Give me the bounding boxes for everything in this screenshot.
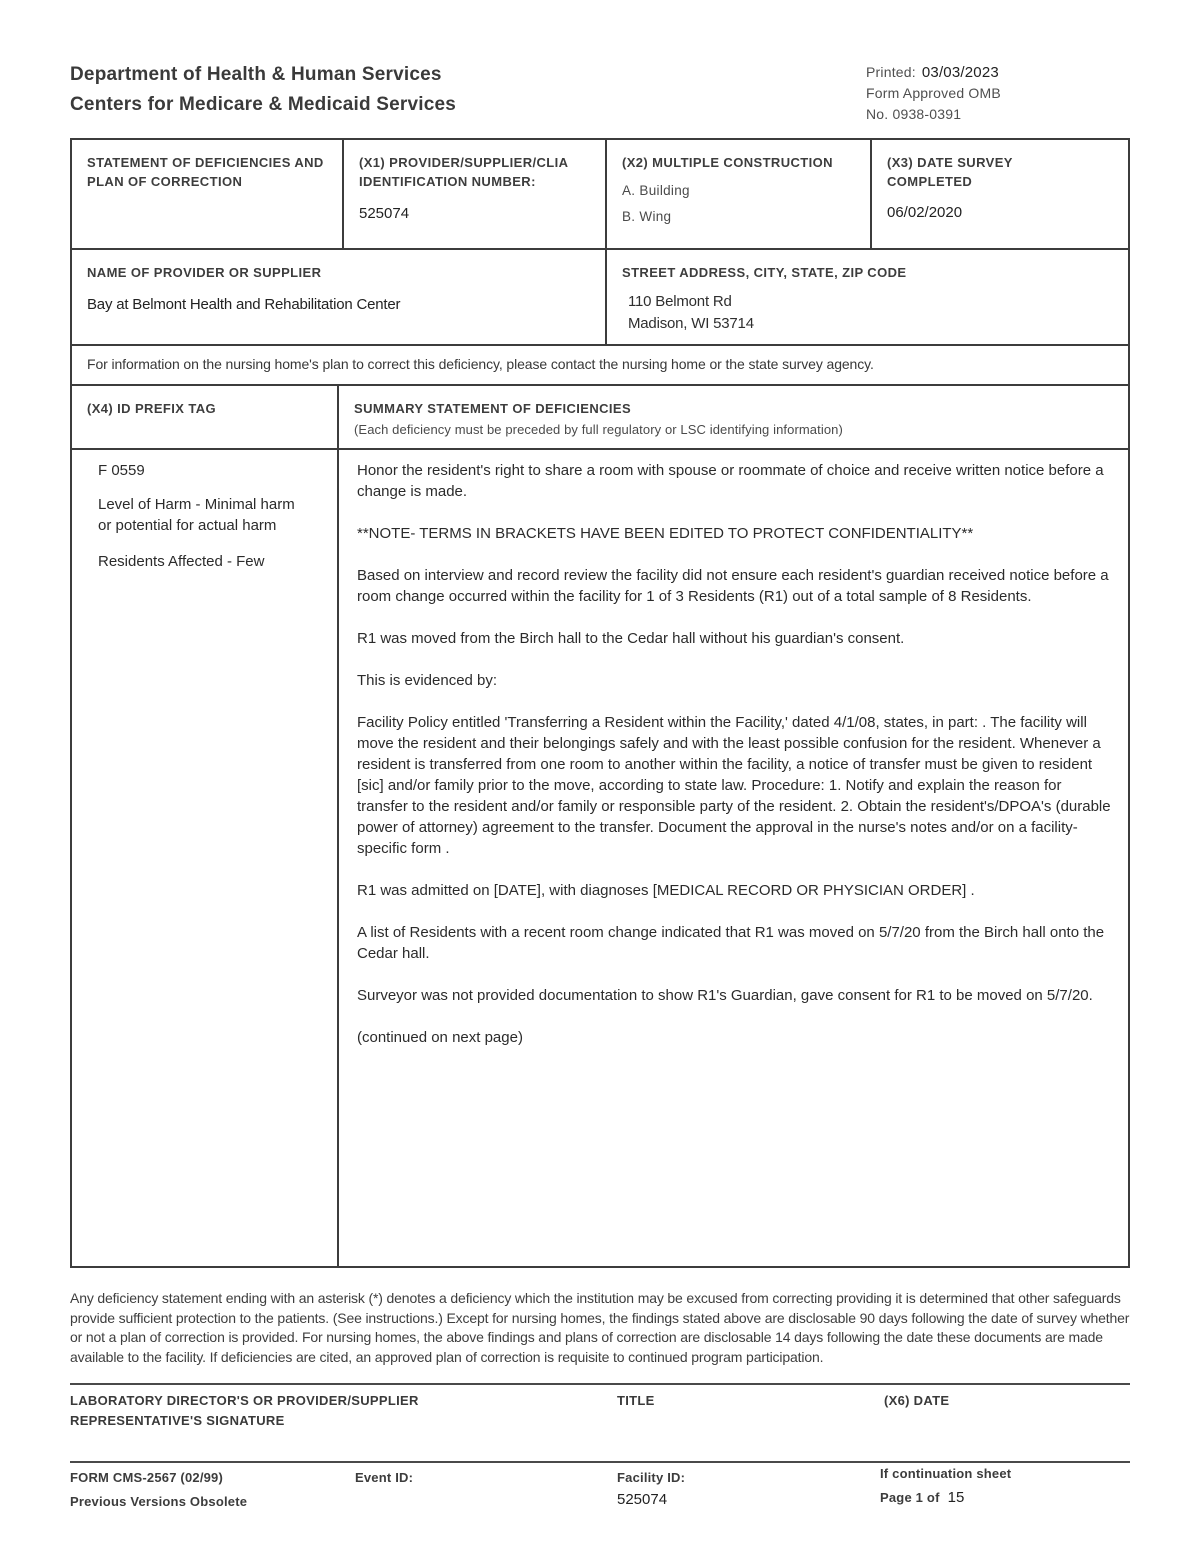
deficiency-paragraph: Honor the resident's right to share a room with spouse or roommate of choice and receive written notice before a change is made. [357, 462, 1104, 500]
omb-number: No. 0938-0391 [866, 106, 962, 122]
street-address: 110 Belmont Rd [628, 293, 732, 310]
event-id-label: Event ID: [355, 1470, 414, 1485]
provider-cell [72, 250, 607, 344]
column-header-row [72, 386, 1128, 450]
continued-note: (continued on next page) [357, 1029, 523, 1046]
continuation-note: If continuation sheet [880, 1466, 1012, 1481]
deficiency-paragraph: Facility Policy entitled 'Transferring a Resident within the Facility,' dated 4/1/08, states, in part: . The facility will move the resident and their belongings safely and with the least possible confusion for the resident. Whenever a resident is transferred from one room to another within the facility, a notice of transfer must be given to resident [sic] and/or family prior to the move, according to state law. Procedure: 1. Notify and explain the reason for transfer to the resident and/or family or responsible party of the resident. 2. Obtain the resident's/DPOA's (durable power of attorney) agreement to the transfer. Document the approval in the nurse's notes and/or on a facility-specific form . [357, 714, 1111, 857]
facility-id-label: Facility ID: [617, 1470, 686, 1485]
form-table [70, 138, 1130, 1268]
signature-bottom-rule [70, 1461, 1130, 1463]
info-note: For information on the nursing home's plan to correct this deficiency, please contact the nursing home or the state survey agency. [87, 356, 874, 372]
summary-header-cell [339, 386, 1128, 448]
city-state-zip: Madison, WI 53714 [628, 315, 754, 332]
provider-id-value: 525074 [359, 205, 410, 222]
form-approved-label: Form Approved OMB [866, 85, 1001, 101]
deficiency-paragraph: This is evidenced by: [357, 672, 498, 689]
deficiency-paragraph: Surveyor was not provided documentation to show R1's Guardian, gave consent for R1 to be moved on 5/7/20. [357, 987, 1093, 1004]
statement-label: STATEMENT OF DEFICIENCIES AND PLAN OF CORRECTION [87, 155, 324, 189]
survey-date-value: 06/02/2020 [887, 204, 963, 221]
x1-cell [344, 140, 607, 248]
x2-label: (X2) MULTIPLE CONSTRUCTION [622, 155, 833, 170]
x6-date-label: (X6) DATE [884, 1393, 950, 1408]
deficiency-paragraph: **NOTE- TERMS IN BRACKETS HAVE BEEN EDITED TO PROTECT CONFIDENTIALITY** [357, 525, 974, 542]
department-title: Department of Health & Human Services [70, 64, 442, 85]
page-indicator [880, 1488, 964, 1508]
page-label: Page 1 of [880, 1490, 940, 1505]
table-header-row [72, 140, 1128, 250]
harm-level: Level of Harm - Minimal harm or potential for actual harm [98, 496, 295, 534]
deficiency-statement-cell [339, 450, 1128, 1266]
deficiency-paragraph: R1 was moved from the Birch hall to the Cedar hall without his guardian's consent. [357, 630, 905, 647]
signature-label: LABORATORY DIRECTOR'S OR PROVIDER/SUPPLIER REPRESENTATIVE'S SIGNATURE [70, 1393, 419, 1428]
deficiency-tag: F 0559 [98, 462, 145, 479]
summary-subnote: (Each deficiency must be preceded by full regulatory or LSC identifying information) [354, 422, 843, 437]
x3-cell [872, 140, 1128, 248]
info-row [72, 346, 1128, 386]
agency-header [70, 60, 456, 120]
provider-label: NAME OF PROVIDER OR SUPPLIER [87, 265, 322, 280]
signature-top-rule [70, 1383, 1130, 1385]
facility-id-value: 525074 [617, 1491, 668, 1508]
provider-name-value: Bay at Belmont Health and Rehabilitation Center [87, 296, 401, 313]
printed-date: 03/03/2023 [921, 64, 999, 81]
address-cell [607, 250, 1128, 344]
cms-title: Centers for Medicare & Medicaid Services [70, 94, 457, 115]
deficiency-paragraph: Based on interview and record review the facility did not ensure each resident's guardian received notice before a room change occurred within the facility for 1 of 3 Residents (R1) out of a total sample of 8 Residents. [357, 567, 1109, 605]
x3-label: (X3) DATE SURVEY COMPLETED [887, 155, 1013, 189]
x2-cell [607, 140, 872, 248]
form-id: FORM CMS-2567 (02/99) [70, 1470, 224, 1485]
form-note: Previous Versions Obsolete [70, 1494, 248, 1509]
residents-affected: Residents Affected - Few [98, 553, 265, 570]
x1-label: (X1) PROVIDER/SUPPLIER/CLIA IDENTIFICATION NUMBER: [359, 155, 568, 189]
deficiency-row [72, 450, 1128, 1266]
x4-cell [72, 386, 339, 448]
provider-row [72, 250, 1128, 346]
printed-label: Printed: [866, 64, 916, 80]
x4-label: (X4) ID PREFIX TAG [87, 401, 217, 416]
deficiency-paragraph: A list of Residents with a recent room change indicated that R1 was moved on 5/7/20 from the Birch hall onto the Cedar hall. [357, 924, 1105, 962]
page-total: 15 [947, 1489, 965, 1506]
title-label: TITLE [617, 1393, 655, 1408]
address-label: STREET ADDRESS, CITY, STATE, ZIP CODE [622, 265, 907, 280]
deficiency-paragraph: R1 was admitted on [DATE], with diagnoses [MEDICAL RECORD OR PHYSICIAN ORDER] . [357, 882, 975, 899]
prefix-tag-cell [72, 450, 339, 1266]
statement-cell [72, 140, 344, 248]
summary-label: SUMMARY STATEMENT OF DEFICIENCIES [354, 401, 632, 416]
print-info [866, 62, 1001, 125]
wing-line: B. Wing [622, 209, 672, 224]
disclaimer-text: Any deficiency statement ending with an asterisk (*) denotes a deficiency which the institution may be excused from correcting providing it is determined that other safeguards provide sufficient protection to the patients. (See instructions.) Except for nursing homes, the findings stated above are disclosable 90 days following the date of survey whether or not a plan of correction is provided. For nursing homes, the above findings and plans of correction are disclosable 14 days following the date these documents are made available to the facility. If deficiencies are cited, an approved plan of correction is requisite to continued program participation. [70, 1290, 1130, 1365]
building-line: A. Building [622, 183, 690, 198]
